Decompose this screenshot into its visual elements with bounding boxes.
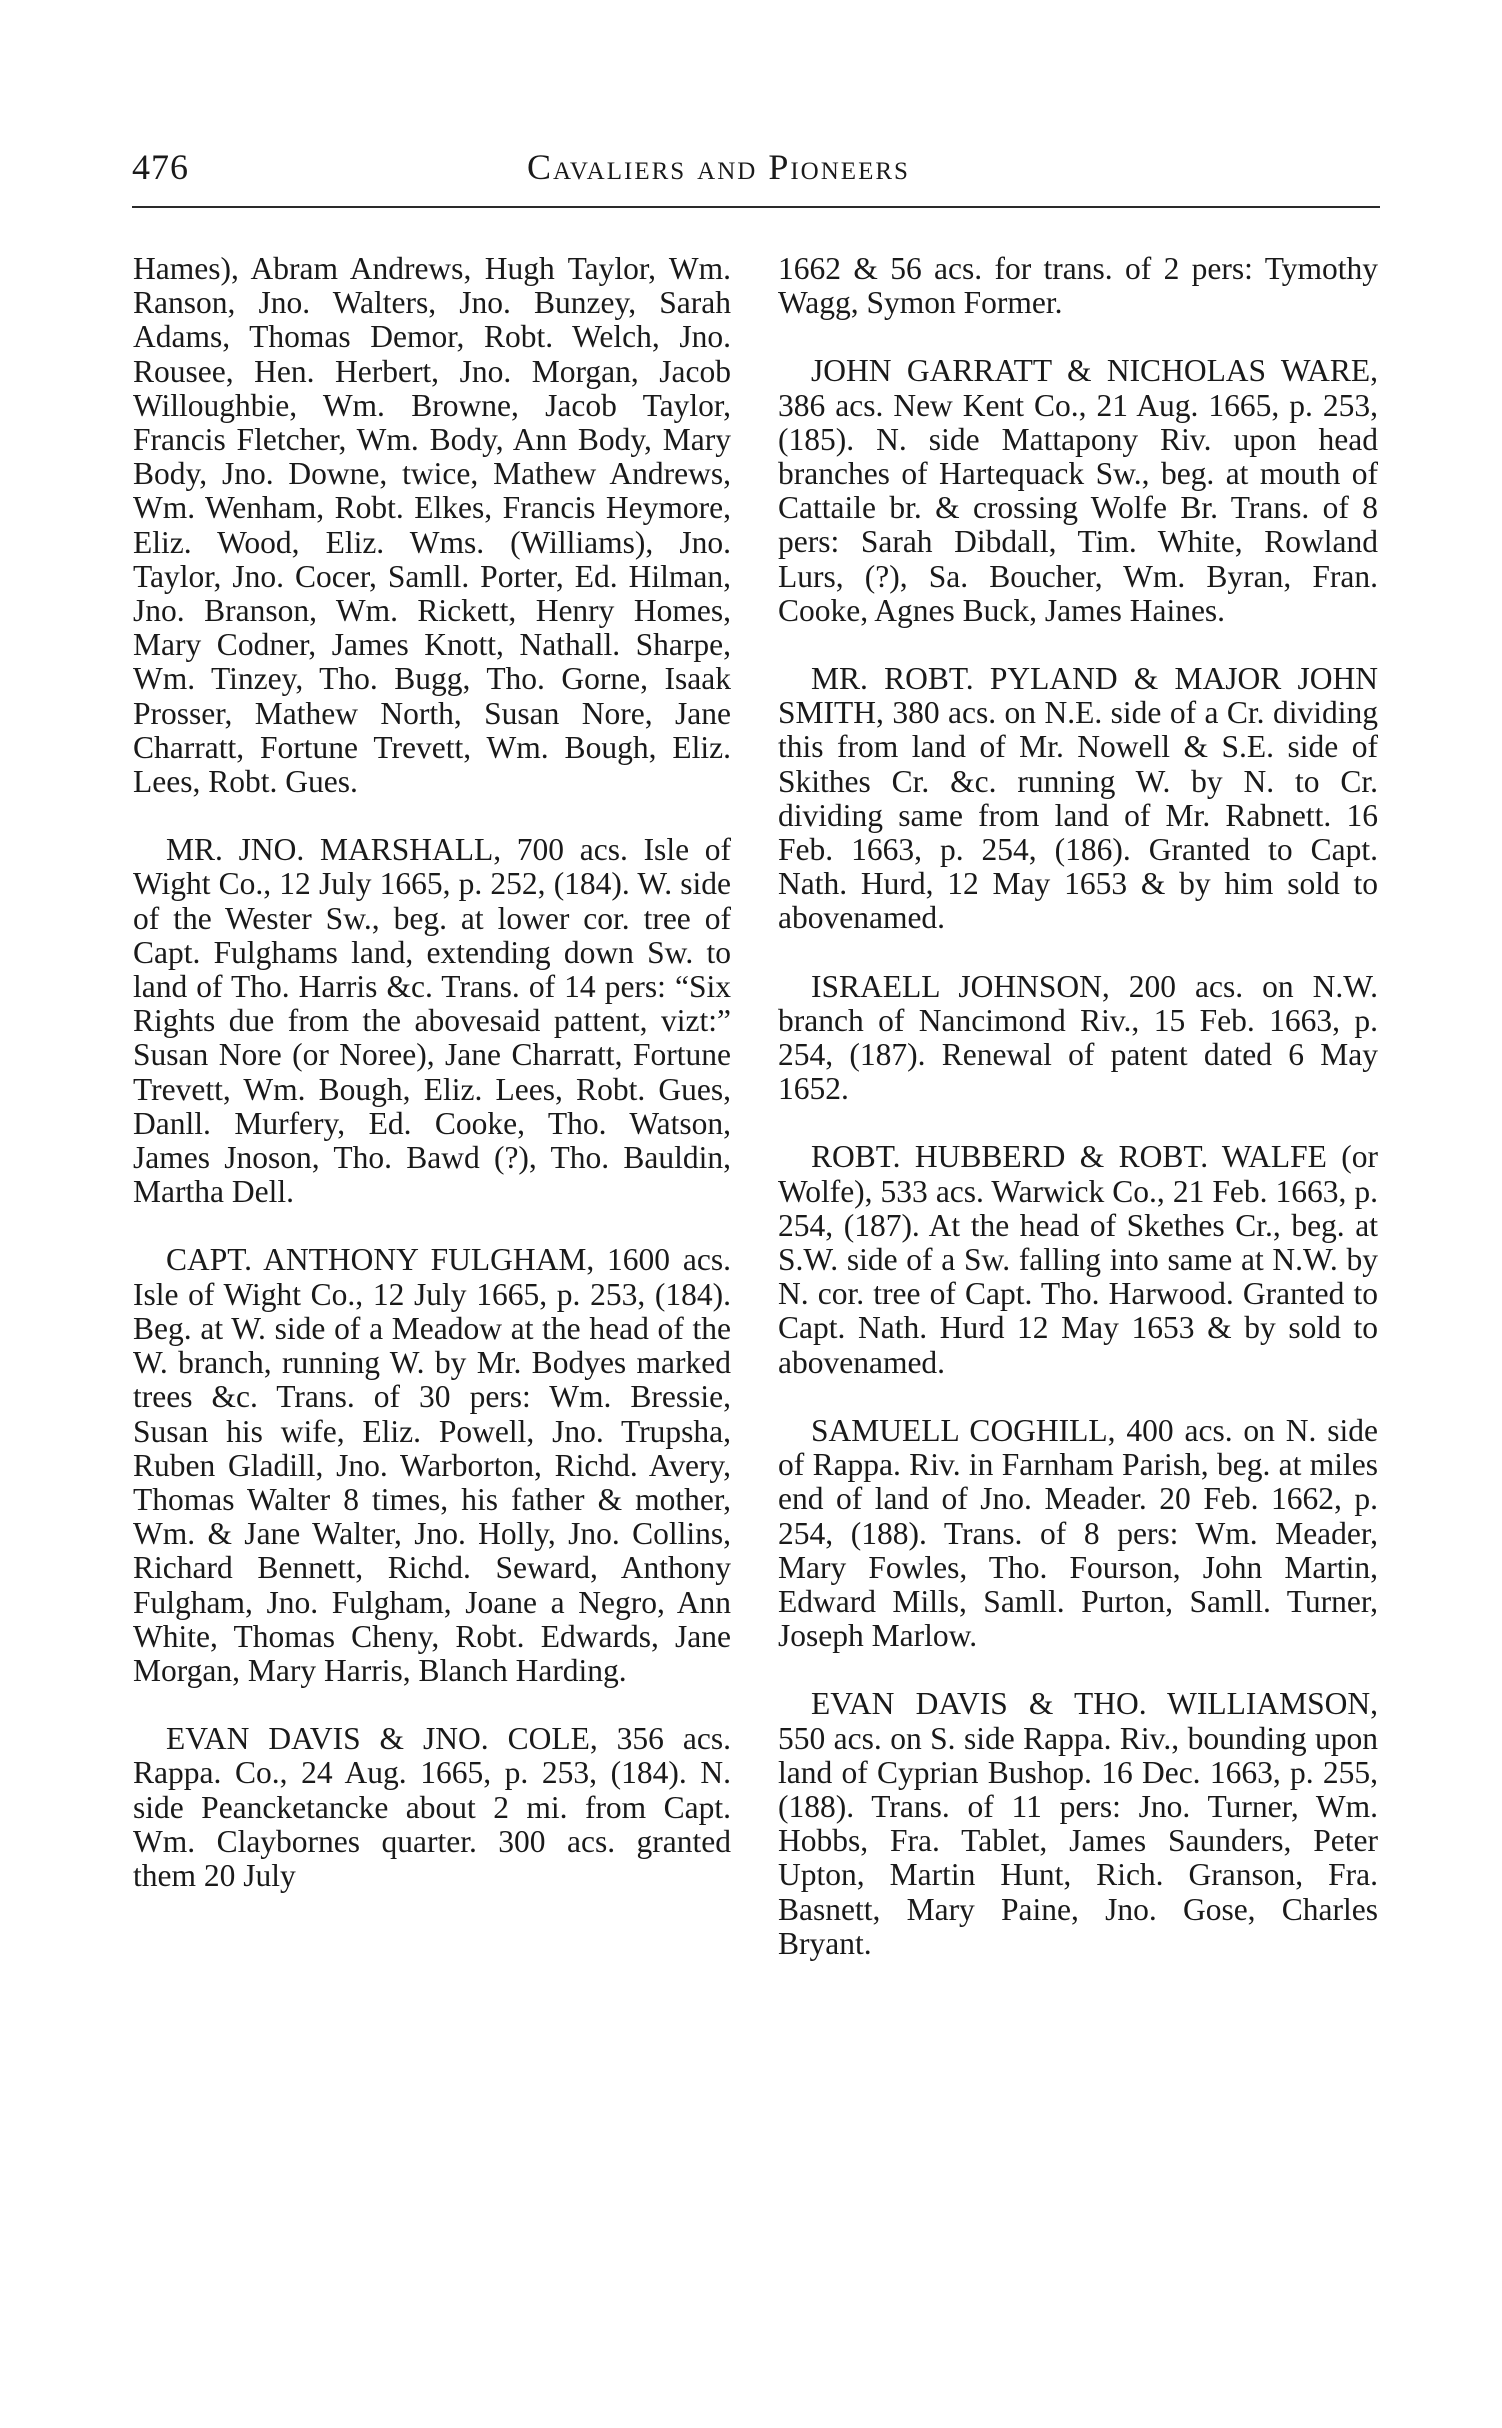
entry-samuell-coghill: SAMUELL COGHILL, 400 acs. on N. side of Rappa. Riv. in Farnham Parish, beg. at miles end of land of Jno. Meader. 20 Feb. 1662, p. 254, (188). Trans. of 8 pers: Wm. Meader, Mary Fowles, Tho. Fourson, John Martin, Edward Mills, Samll. Purton, Samll. Turner, Joseph Marlow. [778,1412,1378,1654]
entry-anthony-fulgham: CAPT. ANTHONY FULGHAM, 1600 acs. Isle of Wight Co., 12 July 1665, p. 253, (184). Beg. at W. side of a Meadow at the head of the W. branch, running W. by Mr. Bodyes marked trees &c. Trans. of 30 pers: Wm. Bressie, Susan his wife, Eliz. Powell, Jno. Trupsha, Ruben Gladill, Jno. Warborton, Richd. Avery, Thomas Walter 8 times, his father & mother, Wm. & Jane Walter, Jno. Holly, Jno. Collins, Richard Bennett, Richd. Seward, Anthony Fulgham, Jno. Fulgham, Joane a Negro, Ann White, Thomas Cheny, Robt. Edwards, Jane Morgan, Mary Harris, Blanch Harding. [133,1242,731,1688]
entry-davis-williamson: EVAN DAVIS & THO. WILLIAMSON, 550 acs. on S. side Rappa. Riv., bounding upon land of Cyprian Bushop. 16 Dec. 1663, p. 255, (188). Trans. of 11 pers: Jno. Turner, Wm. Hobbs, Fra. Tablet, James Saunders, Peter Upton, Martin Hunt, Rich. Granson, Fra. Basnett, Mary Paine, Jno. Gose, Charles Bryant. [778,1686,1378,1961]
running-title: Cavaliers and Pioneers [527,147,910,187]
entry-israell-johnson: ISRAELL JOHNSON, 200 acs. on N.W. branch of Nancimond Riv., 15 Feb. 1663, p. 254, (187). Renewal of patent dated 6 May 1652. [778,968,1378,1107]
entry-continued-names: Hames), Abram Andrews, Hugh Taylor, Wm. Ranson, Jno. Walters, Jno. Bunzey, Sarah Adams, Thomas Demor, Robt. Welch, Jno. Rousee, Hen. Herbert, Jno. Morgan, Jacob Willoughbie, Wm. Browne, Jacob Taylor, Francis Fletcher, Wm. Body, Ann Body, Mary Body, Jno. Downe, twice, Mathew Andrews, Wm. Wenham, Robt. Elkes, Francis Heymore, Eliz. Wood, Eliz. Wms. (Williams), Jno. Taylor, Jno. Cocer, Samll. Porter, Ed. Hilman, Jno. Branson, Wm. Rickett, Henry Homes, Mary Codner, James Knott, Nathall. Sharpe, Wm. Tinzey, Tho. Bugg, Tho. Gorne, Isaak Prosser, Mathew North, Susan Nore, Jane Charratt, Fortune Trevett, Wm. Bough, Eliz. Lees, Robt. Gues. [133,251,731,800]
header-rule [132,206,1380,208]
entry-garratt-ware: JOHN GARRATT & NICHOLAS WARE, 386 acs. New Kent Co., 21 Aug. 1665, p. 253, (185). N. side Mattapony Riv. upon head branches of Hartequack Sw., beg. at mouth of Cattaile br. & crossing Wolfe Br. Trans. of 8 pers: Sarah Dibdall, Tim. White, Rowland Lurs, (?), Sa. Boucher, Wm. Byran, Fran. Cooke, Agnes Buck, James Haines. [778,353,1378,628]
entry-evan-davis-jno-cole: EVAN DAVIS & JNO. COLE, 356 acs. Rappa. Co., 24 Aug. 1665, p. 253, (184). N. side Peancketancke about 2 mi. from Capt. Wm. Claybornes quarter. 300 acs. granted them 20 July [133,1721,731,1893]
entry-hubberd-walfe: ROBT. HUBBERD & ROBT. WALFE (or Wolfe), 533 acs. Warwick Co., 21 Feb. 1663, p. 254, (187). At the head of Skethes Cr., beg. at S.W. side of a Sw. falling into same at N.W. by N. cor. tree of Capt. Tho. Harwood. Granted to Capt. Nath. Hurd 12 May 1653 & by sold to abovenamed. [778,1139,1378,1380]
page-header [132,146,1382,206]
left-column [133,252,731,1927]
entry-jno-marshall: MR. JNO. MARSHALL, 700 acs. Isle of Wight Co., 12 July 1665, p. 252, (184). W. side of the Wester Sw., beg. at lower cor. tree of Capt. Fulghams land, extending down Sw. to land of Tho. Harris &c. Trans. of 14 pers: “Six Rights due from the abovesaid pattent, vizt:” Susan Nore (or Noree), Jane Charratt, Fortune Trevett, Wm. Bough, Eliz. Lees, Robt. Gues, Danll. Murfery, Ed. Cooke, Tho. Watson, James Jnoson, Tho. Bawd (?), Tho. Bauldin, Martha Dell. [133,832,731,1210]
right-column [778,252,1378,1995]
entry-pyland-smith: MR. ROBT. PYLAND & MAJOR JOHN SMITH, 380 acs. on N.E. side of a Cr. dividing this from land of Mr. Nowell & S.E. side of Skithes Cr. &c. running W. by N. to Cr. dividing same from land of Mr. Rabnett. 16 Feb. 1663, p. 254, (186). Granted to Capt. Nath. Hurd, 12 May 1653 & by him sold to abovenamed. [778,661,1378,936]
page-number: 476 [132,147,189,187]
entry-continued-cole: 1662 & 56 acs. for trans. of 2 pers: Tymothy Wagg, Symon Former. [778,251,1378,321]
